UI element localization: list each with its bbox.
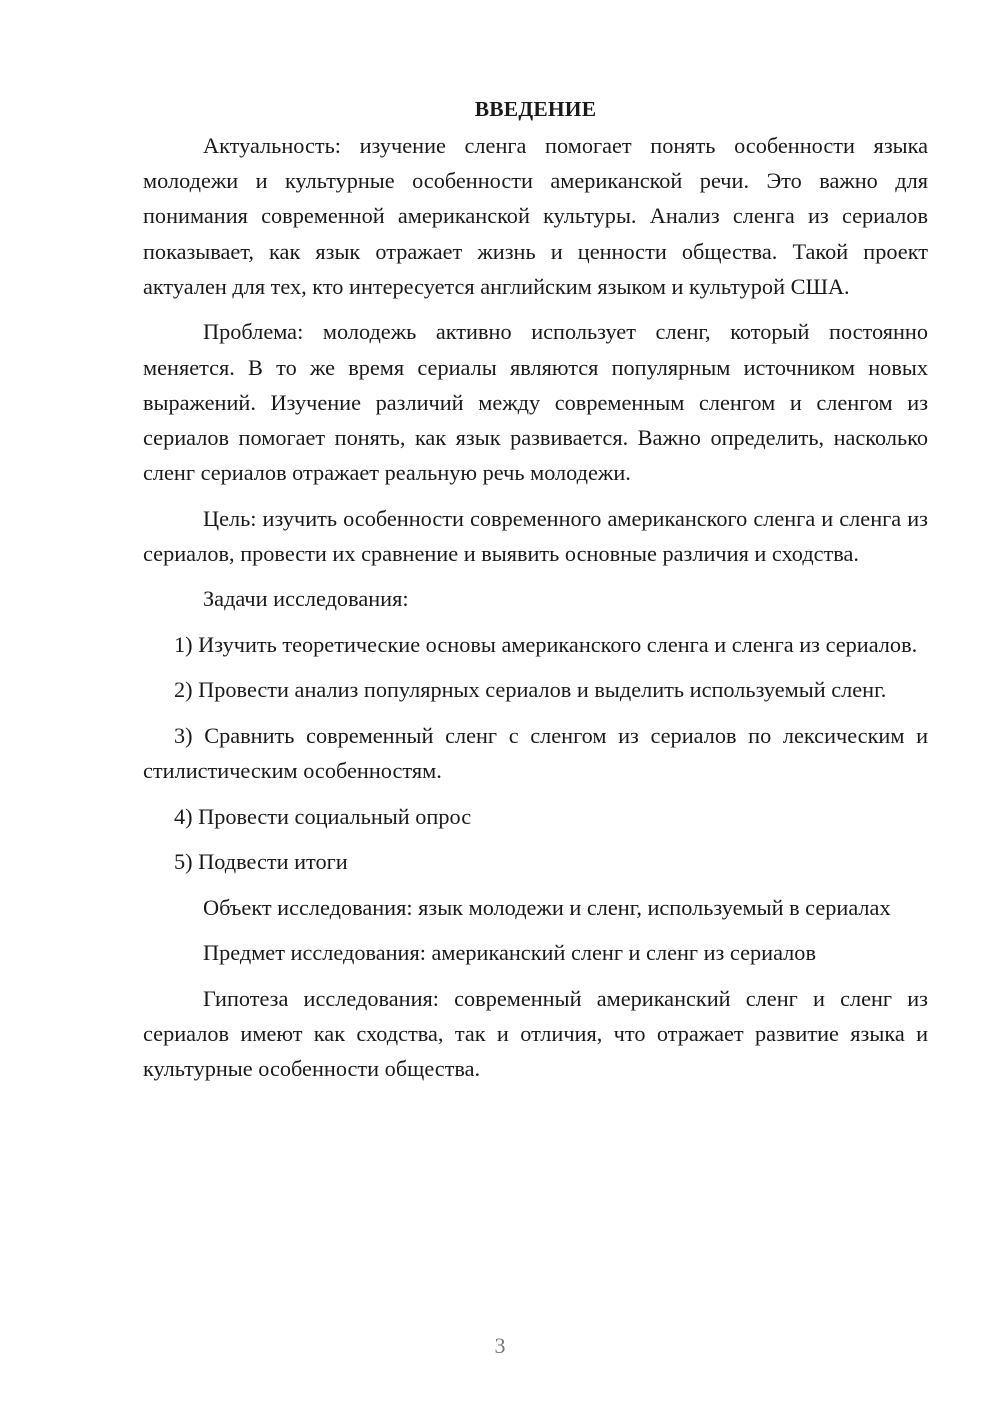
section-title: ВВЕДЕНИЕ [474,97,597,121]
paragraph-hypothesis: Гипотеза исследования: современный американский сленг и сленг из сериалов имеют как сходства, так и отличия, что отражает развитие языка и культурные особенности общества. [143,985,928,1081]
paragraph-subject: Предмет исследования: американский сленг и сленг из сериалов [203,940,816,966]
paragraph-problem: Проблема: молодежь активно использует сленг, который постоянно меняется. В то же время сериалы являются популярным источником новых выражений. Изучение различий между современным сленгом и сленгом из сериалов помогает понять, как язык развивается. Важно определить, насколько сленг сериалов отражает реальную речь молодежи. [143,319,928,486]
page-number: 3 [494,1333,506,1358]
task-item-5: 5) Подвести итоги [174,849,348,875]
task-item-4: 4) Провести социальный опрос [174,803,472,829]
paragraph-goal: Цель: изучить особенности современного американского сленга и сленга из сериалов, провести их сравнение и выявить основные различия и сходства. [143,505,928,566]
tasks-heading: Задачи исследования: [203,586,409,612]
task-item-3: 3) Сравнить современный сленг с сленгом из сериалов по лексическим и стилистическим особенностям. [143,722,928,784]
task-item-1: 1) Изучить теоретические основы американского сленга и сленга из сериалов. [174,631,918,657]
task-item-2: 2) Провести анализ популярных сериалов и выделить используемый сленг. [174,677,887,703]
document-page [143,92,928,1096]
paragraph-object: Объект исследования: язык молодежи и сленг, используемый в сериалах [203,894,891,920]
paragraph-relevance: Актуальность: изучение сленга помогает понять особенности языка молодежи и культурные особенности американской речи. Это важно для понимания современной американской культуры. Анализ сленга из сериалов показывает, как язык отражает жизнь и ценности общества. Такой проект актуален для тех, кто интересуется английским языком и культурой США. [143,133,928,299]
